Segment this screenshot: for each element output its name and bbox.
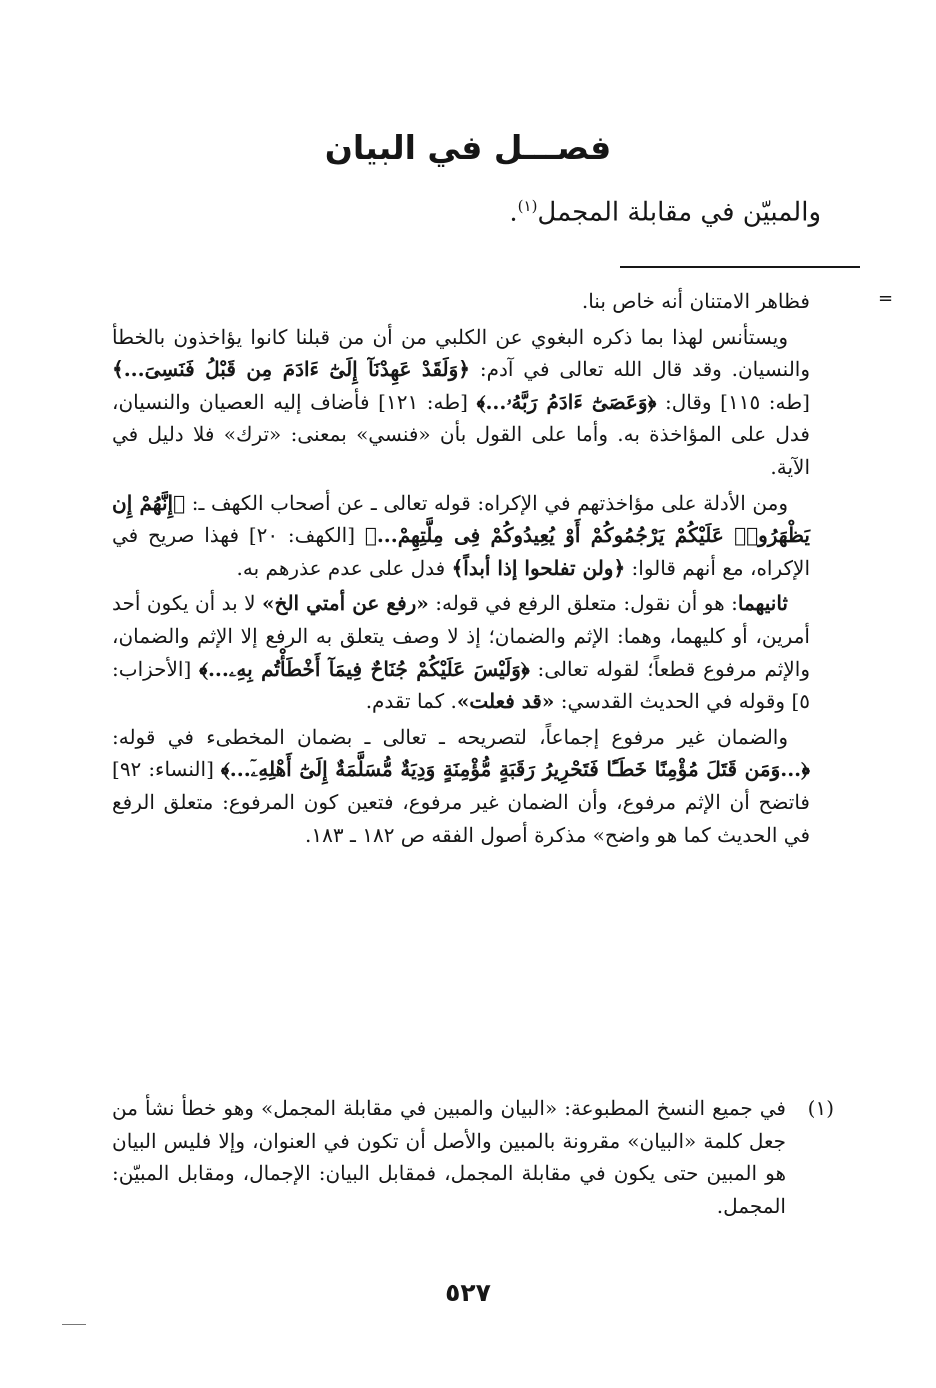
footnote-number: (١) [807, 1096, 834, 1120]
text-run: والضمان غير مرفوع إجماعاً، لتصريحه ـ تعالى ـ بضمان المخطىء في قوله: [112, 724, 788, 749]
text-run: ويستأنس لهذا بما ذكره البغوي عن الكلبي من أن من قبلنا كانوا يؤاخذون بالخطأ والنسيان. وقد قال الله تعالى في آدم: [112, 324, 811, 382]
text-run: فظاهر الامتنان أنه خاص بنا. [581, 289, 810, 313]
subtitle-text: والمبيّن في مقابلة المجمل [537, 197, 821, 228]
subtitle-period: . [509, 197, 518, 228]
lead-word: ثانيهما [737, 591, 788, 616]
paragraph [112, 285, 810, 318]
quran-verse: ﴿ولن تفلحوا إذا أبداً﴾ [451, 555, 626, 580]
text-run: ومن الأدلة على مؤاخذتهم في الإكراه: قوله تعالى ـ عن أصحاب الكهف ـ: [185, 490, 788, 515]
footnote-text: في جميع النسخ المطبوعة: «البيان والمبين في مقابلة المجمل» وهو خطأ نشأ من جعل كلمة «البيان» مقرونة بالمبين والأصل أن تكون في العنوان، وإلا فليس البيان هو المبين حتى يكون في مقابلة المجمل، فمقابل البيان: الإجمال، ومقابل المبيّن: المجمل. [112, 1096, 786, 1218]
chapter-title: فصـــل في البيان [324, 128, 612, 167]
hadith-quote: «قد فعلت» [456, 689, 555, 714]
scan-mark [62, 1324, 86, 1325]
text-run: [طه: ١٢١] فأضاف إليه العصيان والنسيان، فدل على المؤاخذة به. وأما على القول بأن «فنسي» بمعنى: «ترك» فلا دليل في الآية. [112, 389, 810, 479]
chapter-subtitle [509, 197, 821, 228]
text-run: فدل على عدم عذرهم به. [236, 555, 452, 580]
quran-verse: ﴿وَلَيْسَ عَلَيْكُمْ جُنَاحٌ فِيمَآ أَخْطَأْتُم بِهِۦ...﴾ [199, 656, 530, 681]
text-run: [الكهف: ٢٠] فهذا صريح في الإكراه، مع أنهم قالوا: [112, 523, 810, 580]
quran-verse: ﴿...وَمَن قَتَلَ مُؤْمِنًا خَطَـًٔا فَتَحْرِيرُ رَقَبَةٍ مُّؤْمِنَةٍ وَدِيَةٌ مُّسَلَّمَةٌ إِلَىٰٓ أَهْلِهِۦٓ...﴾ [220, 757, 811, 782]
page-number: ٥٢٧ [445, 1278, 491, 1307]
text-run: [طه: ١١٥] وقال: [656, 389, 810, 414]
footnote-reference[interactable]: (١) [517, 197, 538, 215]
quran-verse: ﴿إِنَّهُمْ إِن يَظْهَرُوا۟ عَلَيْكُمْ يَرْجُمُوكُمْ أَوْ يُعِيدُوكُمْ فِى مِلَّتِهِمْ...﴾ [112, 490, 810, 548]
paragraph [112, 721, 810, 851]
hadith-quote: «رفع عن أمتي الخ» [262, 591, 429, 616]
paragraph [112, 487, 810, 585]
continued-footnote-text [112, 285, 810, 851]
text-run: [النساء: ٩٢] فاتضح أن الإثم مرفوع، وأن الضمان غير مرفوع، فتعين كون المرفوع: متعلق الرفع في الحديث كما هو واضح» مذكرة أصول الفقه ص ١٨٢ ـ ١٨٣. [112, 757, 810, 847]
footnote [112, 1092, 834, 1222]
quran-verse: ﴿وَلَقَدْ عَهِدْنَآ إِلَىٰٓ ءَادَمَ مِن قَبْلُ فَنَسِىَ...﴾ [112, 357, 471, 382]
text-run: [الأحزاب: ٥] وقوله في الحديث القدسي: [112, 656, 810, 714]
text-run: لا بد أن يكون أحد أمرين، أو كليهما، وهما: الإثم والضمان؛ إذ لا وصف يتعلق به الرفع إلا الإثم والضمان، والإثم مرفوع قطعاً؛ لقوله تعالى: [112, 591, 810, 681]
text-run: : هو أن نقول: متعلق الرفع في قوله: [428, 591, 738, 616]
paragraph [112, 587, 810, 717]
text-run: . كما تقدم. [365, 689, 457, 714]
paragraph [112, 321, 810, 484]
continuation-mark: = [878, 288, 894, 309]
quran-verse: ﴿وَعَصَىٰٓ ءَادَمُ رَبَّهُۥ...﴾ [476, 389, 657, 414]
continuation-rule [620, 266, 860, 268]
